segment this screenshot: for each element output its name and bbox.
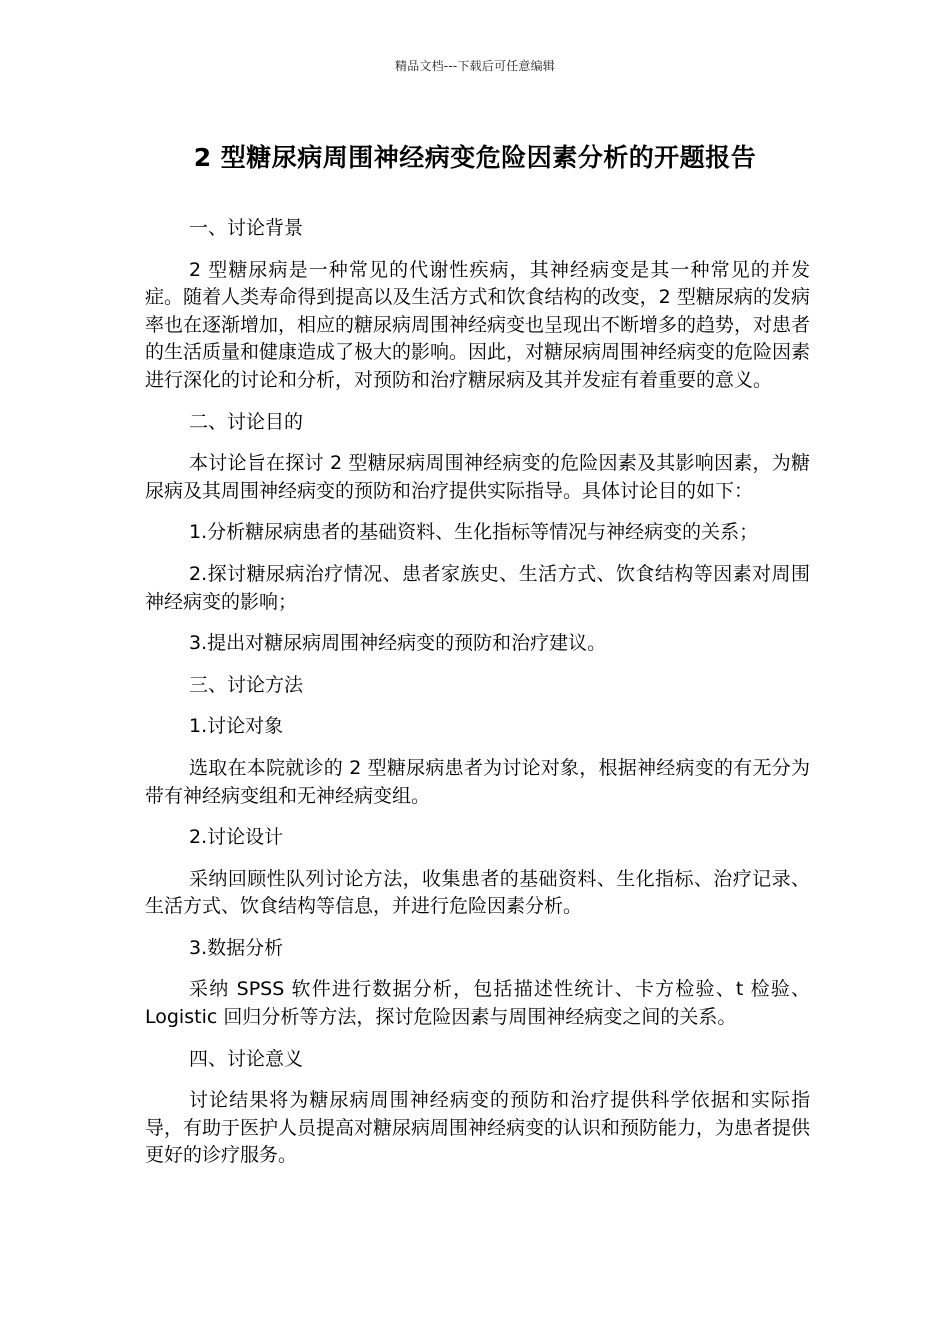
subheading-analysis: 3.数据分析 [189, 936, 284, 959]
paragraph-analysis: 采纳 SPSS 软件进行数据分析，包括描述性统计、卡方检验、t 检验、Logistic 回归分析等方法，探讨危险因素与周围神经病变之间的关系。 [145, 978, 810, 1029]
purpose-item-3: 3.提出对糖尿病周围神经病变的预防和治疗建议。 [189, 632, 607, 655]
paragraph-significance: 讨论结果将为糖尿病周围神经病变的预防和治疗提供科学依据和实际指导，有助于医护人员提高对糖尿病周围神经病变的认识和预防能力，为患者提供更好的诊疗服务。 [145, 1089, 811, 1167]
paragraph-design: 采纳回顾性队列讨论方法，收集患者的基础资料、生化指标、治疗记录、生活方式、饮食结构等信息，并进行危险因素分析。 [145, 867, 810, 918]
section-heading-purpose: 二、讨论目的 [189, 410, 304, 433]
section-heading-methods: 三、讨论方法 [189, 673, 304, 696]
purpose-item-2: 2.探讨糖尿病治疗情况、患者家族史、生活方式、饮食结构等因素对周围神经病变的影响； [145, 562, 810, 613]
document-body [145, 215, 810, 1184]
document-title: 2 型糖尿病周围神经病变危险因素分析的开题报告 [193, 143, 757, 172]
paragraph-subjects: 选取在本院就诊的 2 型糖尿病患者为讨论对象，根据神经病变的有无分为带有神经病变组和无神经病变组。 [145, 756, 810, 807]
subheading-subjects: 1.讨论对象 [189, 715, 284, 738]
section-heading-background: 一、讨论背景 [189, 217, 304, 239]
subheading-design: 2.讨论设计 [189, 826, 284, 849]
paragraph-purpose: 本讨论旨在探讨 2 型糖尿病周围神经病变的危险因素及其影响因素，为糖尿病及其周围神经病变的预防和治疗提供实际指导。具体讨论目的如下： [145, 452, 810, 502]
section-heading-significance: 四、讨论意义 [189, 1047, 304, 1070]
purpose-item-1: 1.分析糖尿病患者的基础资料、生化指标等情况与神经病变的关系； [189, 521, 759, 544]
header-note: 精品文档---下载后可任意编辑 [395, 59, 555, 73]
paragraph-background: 2 型糖尿病是一种常见的代谢性疾病，其神经病变是其一种常见的并发症。随着人类寿命得到提高以及生活方式和饮食结构的改变，2 型糖尿病的发病率也在逐渐增加，相应的糖尿病周围神经病变也呈现出不断增多的趋势，对患者的生活质量和健康造成了极大的影响。因此，对糖尿病周围神经病变的危险因素进行深化的讨论和分析，对预防和治疗糖尿病及其并发症有着重要的意义。 [145, 258, 811, 391]
